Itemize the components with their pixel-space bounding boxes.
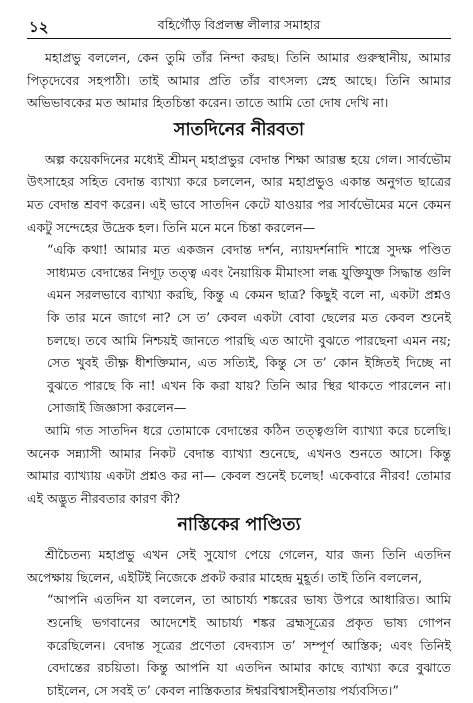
page-number: ১২ xyxy=(29,18,49,36)
section1-quote: “একি কথা! আমার মত একজন বেদান্ত দর্শন, ন্যায়দর্শনাদি শাস্ত্রে সুদক্ষ পণ্ডিত সাধ্যমত বেদান্তের নিগূঢ় তত্ত্ব এবং নৈয়ায়িক মীমাংসা লব্ধ যুক্তিযুক্ত সিদ্ধান্ত গুলি এমন সরলভাবে ব্যাখ্যা করছি, কিন্তু এ কেমন ছাত্র? কিছুই বলে না, একটা প্রশ্নও কি তার মনে জাগে না? সে ত’ কেবল একটা বোবা ছেলের মত কেবল শুনেই চলছে। তবে আমি নিশ্চয়ই জানতে পারছি এত আদৌ বুঝতে পারছেনা এমন নয়; সেত খুবই তীক্ষ্ণ ধীশক্তিমান, এত সত্যিই, কিন্তু সে ত’ কোন ইঙ্গিতই দিচ্ছে না বুঝতে পারছে কি না! এখন কি করা যায়? তিনি আর স্থির থাকতে পারলেন না। সোজাই জিজ্ঞাসা করলেন— xyxy=(47,242,451,416)
header-rule xyxy=(27,38,451,39)
opening-paragraph: মহাপ্রভু বললেন, কেন তুমি তাঁর নিন্দা করছ। তিনি আমার গুরুস্থানীয়, আমার পিতৃদেবের সহপাঠী। তাই আমার প্রতি তাঁর বাৎসল্য স্নেহ আছে। তিনি আমার অভিভাবকের মত আমার হিতচিন্তা করেন। তাতে আমি তো দোষ দেখি না। xyxy=(27,50,451,111)
section-heading-atheist-scholarship: নাস্তিকের পাণ্ডিত্য xyxy=(177,515,301,536)
section1-paragraph1: অল্প কয়েকদিনের মধ্যেই শ্রীমন্ মহাপ্রভুর বেদান্ত শিক্ষা আরম্ভ হয়ে গেল। সার্বভৌম উৎসাহের সহিত বেদান্ত ব্যাখ্যা করে চললেন, আর মহাপ্রভুও একান্ত অনুগত ছাত্রের মত বেদান্ত শ্রবণ করেন। এই ভাবে সাতদিন কেটে যাওয়ার পর সার্বভৌমের মনে কেমন একটু সন্দেহের উদ্রেক হল। তিনি মনে মনে চিন্তা করলেন— xyxy=(27,151,451,235)
running-title: বহির্গৌড় বিপ্রলম্ভ লীলার সমাহার xyxy=(157,17,321,32)
page-header xyxy=(27,14,451,36)
section2-quote: “আপনি এতদিন যা বললেন, তা আচার্য্য শঙ্করের ভাষ্য উপরে আধারিত। আমি শুনেছি ভগবানের আদেশেই আচার্য্য শঙ্কর ব্রহ্মসূত্রের প্রকৃত ভাষ্য গোপন করেছিলেন। বেদান্ত সূত্রের প্রণেতা বেদব্যাস ত’ সম্পূর্ণ আস্তিক; এবং তিনিই বেদান্তের রচয়িতা। কিন্তু আপনি যা এতদিন আমার কাছে ব্যাখ্যা করে বুঝাতে চাইলেন, সে সবই ত’ কেবল নাস্তিকতার ঈশ্বরবিশ্বাসহীনতায় পর্য্যবসিত।” xyxy=(47,592,452,698)
section1-paragraph2: আমি গত সাতদিন ধরে তোমাকে বেদান্তের কঠিন তত্ত্বগুলি ব্যাখ্যা করে চলেছি। অনেক সন্ন্যাসী আমার নিকট বেদান্ত ব্যাখ্যা শুনেছে, এখনও শুনতে আসে। কিন্তু আমার ব্যাখ্যায় একটা প্রশ্নও কর না— কেবল শুনেই চলেছ! একেবারে নীরব! তোমার এই অদ্ভুত নীরবতার কারণ কী? xyxy=(27,422,451,506)
section-heading-silence: সাতদিনের নীরবতা xyxy=(173,119,305,140)
section2-paragraph1: শ্রীচৈতন্য মহাপ্রভু এখন সেই সুযোগ পেয়ে গেলেন, যার জন্য তিনি এতদিন অপেক্ষায় ছিলেন, এইটিই নিজেকে প্রকট করার মাহেন্দ্র মুহূর্ত। তাই তিনি বললেন, xyxy=(27,547,451,585)
